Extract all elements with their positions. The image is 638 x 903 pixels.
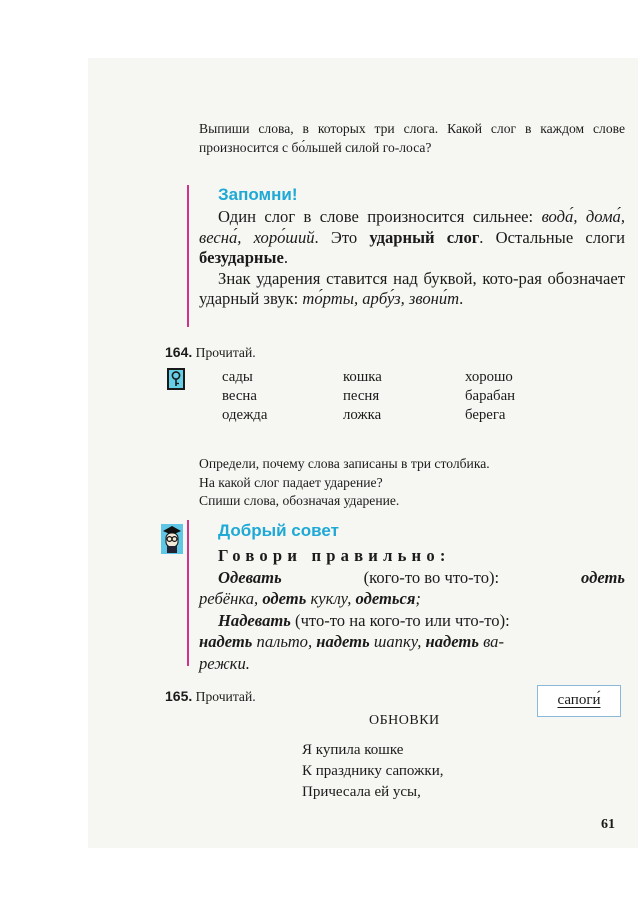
word: одежда: [222, 407, 268, 423]
word: кошка: [343, 369, 382, 385]
word: сады: [222, 369, 253, 385]
textbook-page: [88, 58, 638, 848]
advice-l4-bi2: надеть: [316, 632, 370, 651]
rule-box-bar: [187, 185, 189, 327]
advice-line-3: [199, 610, 625, 632]
advice-box-text: [199, 545, 625, 674]
advice-term-odevat: Одевать: [218, 567, 282, 587]
advice-line-2: [199, 588, 625, 610]
rule-p3-plain: Знак ударения ставится над буквой, кото-рая обозначает ударный звук:: [199, 268, 625, 308]
advice-l2-it: ребёнка,: [199, 589, 263, 608]
advice-box-bar: [187, 520, 189, 666]
key-icon: [167, 368, 185, 390]
advice-l4-bi3: надеть: [425, 632, 479, 651]
word: барабан: [465, 388, 516, 404]
poem-title: ОБНОВКИ: [369, 713, 440, 728]
advice-l1-plain: (кого-то во что-то):: [359, 567, 504, 587]
advice-box-title: Добрый совет: [218, 521, 339, 540]
advice-l4-bi: надеть: [199, 632, 253, 651]
word: ложка: [343, 407, 382, 423]
exercise-164-heading: [165, 344, 256, 361]
rule-p3-end: .: [459, 289, 464, 308]
rule-box-text: [199, 207, 625, 310]
rule-box-title: Запомни!: [218, 185, 298, 204]
word-column-2: [343, 368, 382, 425]
rule-p3-examples: то́рты, арбу́з, звони́т: [302, 289, 460, 308]
poem-body: [302, 740, 444, 803]
advice-l2-it2: куклу,: [306, 589, 356, 608]
rule-p1-plain: Один слог в слове произносится сильнее:: [218, 207, 534, 226]
word: берега: [465, 407, 506, 423]
advice-l2-bi: одеть: [262, 589, 307, 608]
exercise-165-number: 165.: [165, 688, 193, 704]
advice-heading: Говори правильно:: [218, 546, 451, 565]
word-column-3: [465, 368, 515, 425]
rule-p2-end: .: [283, 248, 288, 267]
hint-word-box: [537, 685, 621, 717]
exercise-164-number: 164.: [165, 344, 193, 360]
rule-p2-bold: безударные: [199, 248, 284, 267]
advice-l4-it2: шапку,: [369, 632, 426, 651]
rule-p1-bold: ударный слог: [369, 227, 480, 247]
advice-l2-end: ;: [415, 589, 421, 608]
rule-p2-plain: Остальные слоги: [495, 227, 625, 247]
advice-term-nadevat: Надевать: [218, 610, 291, 630]
word-column-1: [222, 368, 267, 425]
intro-task-text: Выпиши слова, в которых три слога. Какой слог в каждом слове произносится с бо́льшей силой го-лоса?: [199, 121, 625, 155]
task-line: На какой слог падает ударение?: [199, 474, 383, 490]
exercise-164-tasks: [199, 455, 629, 511]
task-line: Спиши слова, обозначая ударение.: [199, 493, 400, 508]
rule-paragraph-2: [199, 269, 625, 310]
exercise-165-instruction: Прочитай.: [195, 689, 256, 704]
exercise-164-instruction: Прочитай.: [195, 345, 256, 360]
advice-l3-plain: (что-то на кого-то или что-то):: [290, 610, 510, 630]
poem-line: Причесала ей усы,: [302, 784, 421, 800]
word: хорошо: [465, 369, 513, 385]
advice-l4-it3: ва-: [478, 632, 504, 651]
advice-l1-odet: одеть: [581, 567, 625, 587]
advice-l5-it: режки: [199, 653, 246, 673]
rule-p1-end: .: [479, 227, 484, 247]
advice-l4-it: пальто,: [252, 632, 317, 651]
advice-l2-bi2: одеться: [355, 589, 416, 608]
poem-line: Я купила кошке: [302, 742, 404, 758]
page-number: 61: [601, 817, 615, 832]
rule-p1-mid: . Это: [314, 227, 370, 247]
poem-line: К празднику сапожки,: [302, 763, 444, 779]
rule-paragraph-1: [199, 207, 625, 269]
advice-line-4: [199, 631, 625, 653]
word: весна: [222, 388, 257, 404]
advice-l5-end: .: [245, 653, 250, 673]
owl-scholar-icon: [160, 522, 184, 556]
exercise-165-heading: [165, 688, 256, 705]
word: песня: [343, 388, 380, 404]
task-line: Определи, почему слова записаны в три столбика.: [199, 456, 490, 471]
advice-line-1: [199, 567, 625, 589]
hint-word: сапоги́: [557, 692, 601, 708]
rule-p1-examples: вода́, дома́, весна́, хоро́ший: [199, 207, 625, 247]
advice-line-5: [199, 653, 625, 675]
